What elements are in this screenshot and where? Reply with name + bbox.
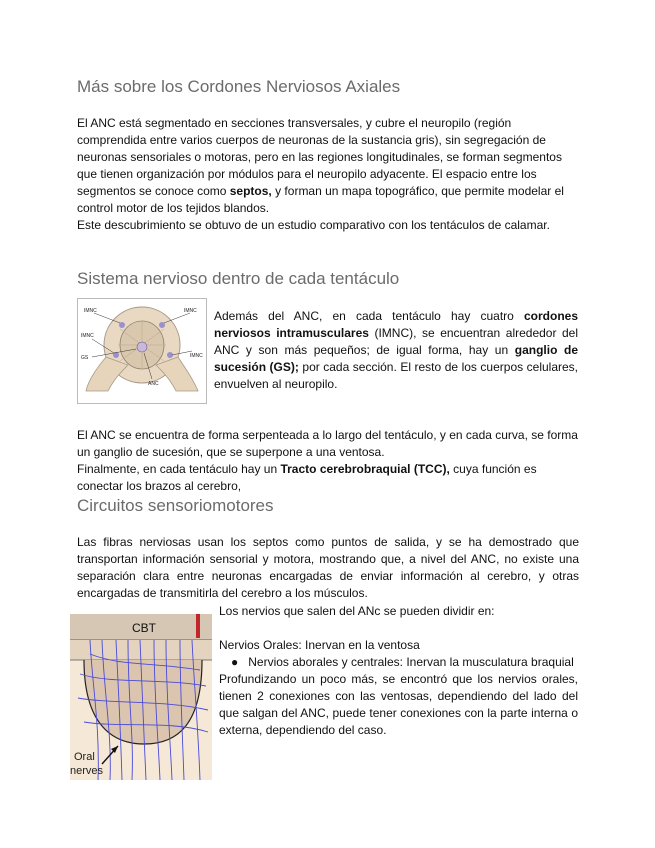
paragraph-fibras <box>77 534 579 602</box>
paragraph-2: Este descubrimiento se obtuvo de un estudio comparativo con los tentáculos de calamar. <box>77 218 550 232</box>
term-septos: septos, <box>229 184 272 198</box>
tentacle-cross-section-figure <box>77 298 207 404</box>
paragraph-5: Las fibras nerviosas usan los septos como puntos de salida, y se ha demostrado que transportan información sensorial y motora, mostrando que, a nivel del ANC, no existe una separación clara entre neuronas encargadas de enviar información al cerebro, y otras encargadas de transmitirla del cerebro a los músculos. <box>77 535 579 600</box>
label-oral: Oral <box>74 751 95 763</box>
label-imnc-r: IMNC <box>190 353 203 359</box>
paragraph-6: Profundizando un poco más, se encontró que los nervios orales, tienen 2 conexiones con las ventosas, dependiendo del lado del que salgan del ANC, puede tener conexiones con la parte interna o externa, dependiendo del caso. <box>219 672 578 737</box>
nervios-orales-line: Nervios Orales: Inervan en la ventosa <box>219 638 420 652</box>
paragraph-1: El ANC está segmentado en secciones transversales, y cubre el neuropilo (región comprendida entre varios cuerpos de neuronas de la sustancia gris), sin segregación de neuronas sensoriales o motoras, pero en las regiones longitudinales, se forman segmentos que tienen organización por módulos para el neuropilo adyacente. El espacio entre los segmentos se conoce como septos, y forman un mapa topográfico, que permite modelar el control motor de los tejidos blandos. <box>77 116 564 215</box>
section-title-sistema-nervioso: Sistema nervioso dentro de cada tentáculo <box>77 269 400 288</box>
term-ganglio: ganglio de sucesión (GS); <box>214 343 578 374</box>
label-imnc-l: IMNC <box>81 333 94 339</box>
cross-section-illustration <box>78 299 206 403</box>
nerve-types-list <box>219 654 578 671</box>
section-title-cordones: Más sobre los Cordones Nerviosos Axiales <box>77 77 401 96</box>
label-imnc-tr: IMNC <box>184 308 197 314</box>
section-title-circuitos: Circuitos sensoriomotores <box>77 496 274 515</box>
red-marker <box>196 614 200 638</box>
label-nerves: nerves <box>70 765 104 777</box>
nervios-intro: Los nervios que salen del ANc se pueden dividir en: <box>219 604 495 618</box>
label-gs: GS <box>81 355 89 361</box>
paragraph-nervios-tipos <box>219 637 578 739</box>
nerve-illustration <box>70 614 212 780</box>
term-tcc: Tracto cerebrobraquial (TCC), <box>280 462 450 476</box>
paragraph-4: Finalmente, en cada tentáculo hay un Tracto cerebrobraquial (TCC), cuya función es conectar los brazos al cerebro, <box>77 462 537 493</box>
paragraph-anc-serpenteada <box>77 427 579 495</box>
ganglion-marker <box>137 342 147 352</box>
paragraph-3: El ANC se encuentra de forma serpenteada a lo largo del tentáculo, y en cada curva, se forma un ganglio de sucesión, que se superpone a una ventosa. <box>77 428 578 459</box>
paragraph-anc-segmentado <box>77 115 579 234</box>
label-anc: ANC <box>148 381 159 387</box>
term-cordones: cordones nerviosos intramusculares <box>214 309 578 340</box>
label-imnc-tl: IMNC <box>84 308 97 314</box>
list-item: ● Nervios aborales y centrales: Inervan la musculatura braquial <box>231 655 574 669</box>
nerve-figure <box>70 614 212 780</box>
paragraph-imnc-side: Además del ANC, en cada tentáculo hay cuatro cordones nerviosos intramusculares (IMNC), se encuentran alrededor del ANC y son más pequeños; de igual forma, hay un ganglio de sucesión (GS); por cada sección. El resto de los cuerpos celulares, envuelven al neuropilo. <box>214 309 579 391</box>
label-cbt: CBT <box>132 621 156 635</box>
paragraph-nervios-intro <box>219 603 578 620</box>
